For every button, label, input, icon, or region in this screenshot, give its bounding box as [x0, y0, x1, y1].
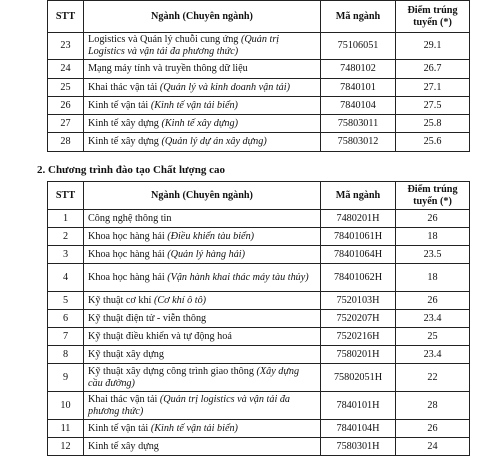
cell-code: 75802051H: [321, 364, 396, 392]
cell-stt: 11: [48, 420, 84, 438]
cell-score: 22: [396, 364, 470, 392]
cell-score: 23.5: [396, 246, 470, 264]
cell-major: [84, 364, 321, 392]
cell-stt: 10: [48, 392, 84, 420]
cell-major: [84, 228, 321, 246]
cell-major: [84, 133, 321, 152]
major-name: Công nghệ thông tin: [88, 212, 172, 224]
major-name: Khai thác vận tải: [88, 393, 160, 405]
cell-major: [84, 346, 321, 364]
major-name: Khai thác vận tải: [88, 81, 160, 93]
cell-score: 25.8: [396, 115, 470, 133]
major-name: Kỹ thuật xây dựng công trình giao thông: [88, 365, 257, 377]
table-header-row: [48, 182, 470, 210]
major-spec: (Kinh tế xây dựng): [161, 117, 239, 129]
cell-score: 26.7: [396, 60, 470, 79]
cell-stt: 5: [48, 292, 84, 310]
table-row: [48, 79, 470, 97]
cell-stt: 9: [48, 364, 84, 392]
major-name: Kinh tế vận tải: [88, 99, 151, 111]
major-name: Khoa học hàng hải: [88, 230, 168, 242]
cell-code: 78401064H: [321, 246, 396, 264]
major-name: Kỹ thuật xây dựng: [88, 348, 164, 360]
cell-stt: 8: [48, 346, 84, 364]
major-name: Kỹ thuật cơ khí: [88, 294, 154, 306]
major-spec: (Quản lý hàng hải): [167, 248, 246, 260]
major-spec: (Quản trị Logistics và vận tải đa phương thức): [88, 34, 280, 57]
cell-major: [84, 420, 321, 438]
table-row: [48, 328, 470, 346]
cell-stt: 12: [48, 438, 84, 456]
cell-score: 18: [396, 228, 470, 246]
table-row: [48, 310, 470, 328]
table-row: [48, 392, 470, 420]
cell-score: 26: [396, 210, 470, 228]
table-row: [48, 97, 470, 115]
cell-stt: 2: [48, 228, 84, 246]
table-header-row: [48, 1, 470, 33]
admission-table-standard: [47, 0, 470, 152]
header-code: Mã ngành: [321, 182, 396, 210]
cell-code: 75803011: [321, 115, 396, 133]
major-name: Mạng máy tính và truyền thông dữ liệu: [88, 63, 248, 74]
cell-score: 25: [396, 328, 470, 346]
cell-major: [84, 246, 321, 264]
cell-code: 7840101: [321, 79, 396, 97]
cell-major: [84, 33, 321, 60]
major-name: Kỹ thuật điều khiển và tự động hoá: [88, 330, 232, 342]
major-name: Khoa học hàng hải: [88, 271, 168, 283]
cell-major: [84, 438, 321, 456]
header-code: Mã ngành: [321, 1, 396, 33]
cell-code: 7580301H: [321, 438, 396, 456]
table-row: [48, 60, 470, 79]
cell-major: [84, 264, 321, 292]
header-stt: STT: [48, 1, 84, 33]
major-spec: (Kinh tế vận tải biển): [150, 99, 238, 111]
header-score: Điểm trúng tuyển (*): [396, 182, 470, 210]
cell-score: 27.5: [396, 97, 470, 115]
admission-table-high-quality: [47, 181, 470, 456]
table-row: [48, 115, 470, 133]
cell-stt: 7: [48, 328, 84, 346]
section-title-high-quality: 2. Chương trình đào tạo Chất lượng cao: [37, 164, 225, 176]
cell-score: 23.4: [396, 346, 470, 364]
major-name: Kinh tế xây dựng: [88, 136, 162, 147]
table-row: [48, 364, 470, 392]
cell-major: [84, 392, 321, 420]
cell-stt: 3: [48, 246, 84, 264]
cell-code: 75106051: [321, 33, 396, 60]
cell-code: 78401061H: [321, 228, 396, 246]
header-major: Ngành (Chuyên ngành): [84, 1, 321, 33]
cell-major: [84, 97, 321, 115]
cell-stt: 26: [48, 97, 84, 115]
header-score: Điểm trúng tuyển (*): [396, 1, 470, 33]
cell-stt: 4: [48, 264, 84, 292]
cell-major: [84, 79, 321, 97]
major-spec: (Cơ khí ô tô): [153, 294, 207, 306]
cell-major: [84, 292, 321, 310]
table-row: [48, 228, 470, 246]
cell-major: [84, 328, 321, 346]
cell-score: 29.1: [396, 33, 470, 60]
cell-code: 7480201H: [321, 210, 396, 228]
major-spec: (Quản trị logistics và vận tải đa phương thức): [88, 393, 291, 417]
table-row: [48, 438, 470, 456]
table-row: [48, 210, 470, 228]
table-row: [48, 33, 470, 60]
cell-code: 7520207H: [321, 310, 396, 328]
major-name: Kinh tế vận tải: [88, 422, 151, 434]
major-spec: (Kinh tế vận tải biển): [150, 422, 238, 434]
cell-score: 18: [396, 264, 470, 292]
cell-code: 78401062H: [321, 264, 396, 292]
table-row: [48, 420, 470, 438]
cell-score: 27.1: [396, 79, 470, 97]
major-spec: (Quản lý dự án xây dựng): [161, 136, 267, 147]
cell-major: [84, 310, 321, 328]
cell-stt: 1: [48, 210, 84, 228]
cell-major: [84, 115, 321, 133]
cell-code: 7520103H: [321, 292, 396, 310]
cell-code: 7480102: [321, 60, 396, 79]
major-name: Khoa học hàng hải: [88, 248, 168, 260]
table-row: [48, 264, 470, 292]
major-spec: (Xây dựng cầu đường): [88, 365, 300, 389]
cell-stt: 23: [48, 33, 84, 60]
cell-score: 25.6: [396, 133, 470, 152]
cell-code: 7840104H: [321, 420, 396, 438]
cell-code: 7520216H: [321, 328, 396, 346]
table-row: [48, 133, 470, 152]
cell-stt: 24: [48, 60, 84, 79]
cell-score: 24: [396, 438, 470, 456]
table-row: [48, 346, 470, 364]
cell-stt: 6: [48, 310, 84, 328]
major-spec: (Quản lý và kinh doanh vận tải): [159, 81, 291, 93]
table-row: [48, 246, 470, 264]
cell-major: [84, 60, 321, 79]
cell-stt: 25: [48, 79, 84, 97]
major-name: Kinh tế xây dựng: [88, 117, 162, 129]
header-stt: STT: [48, 182, 84, 210]
table-row: [48, 292, 470, 310]
cell-score: 23.4: [396, 310, 470, 328]
header-major: Ngành (Chuyên ngành): [84, 182, 321, 210]
cell-score: 28: [396, 392, 470, 420]
major-spec: (Điều khiển tàu biển): [167, 230, 255, 242]
major-name: Logistics và Quản lý chuỗi cung ứng: [88, 34, 241, 45]
cell-code: 7840104: [321, 97, 396, 115]
cell-score: 26: [396, 420, 470, 438]
major-spec: (Vận hành khai thác máy tàu thủy): [167, 271, 309, 283]
cell-major: [84, 210, 321, 228]
cell-stt: 27: [48, 115, 84, 133]
major-name: Kỹ thuật điện tử - viễn thông: [88, 312, 207, 324]
cell-score: 26: [396, 292, 470, 310]
cell-code: 75803012: [321, 133, 396, 152]
cell-code: 7580201H: [321, 346, 396, 364]
major-name: Kinh tế xây dựng: [88, 440, 159, 452]
cell-code: 7840101H: [321, 392, 396, 420]
cell-stt: 28: [48, 133, 84, 152]
